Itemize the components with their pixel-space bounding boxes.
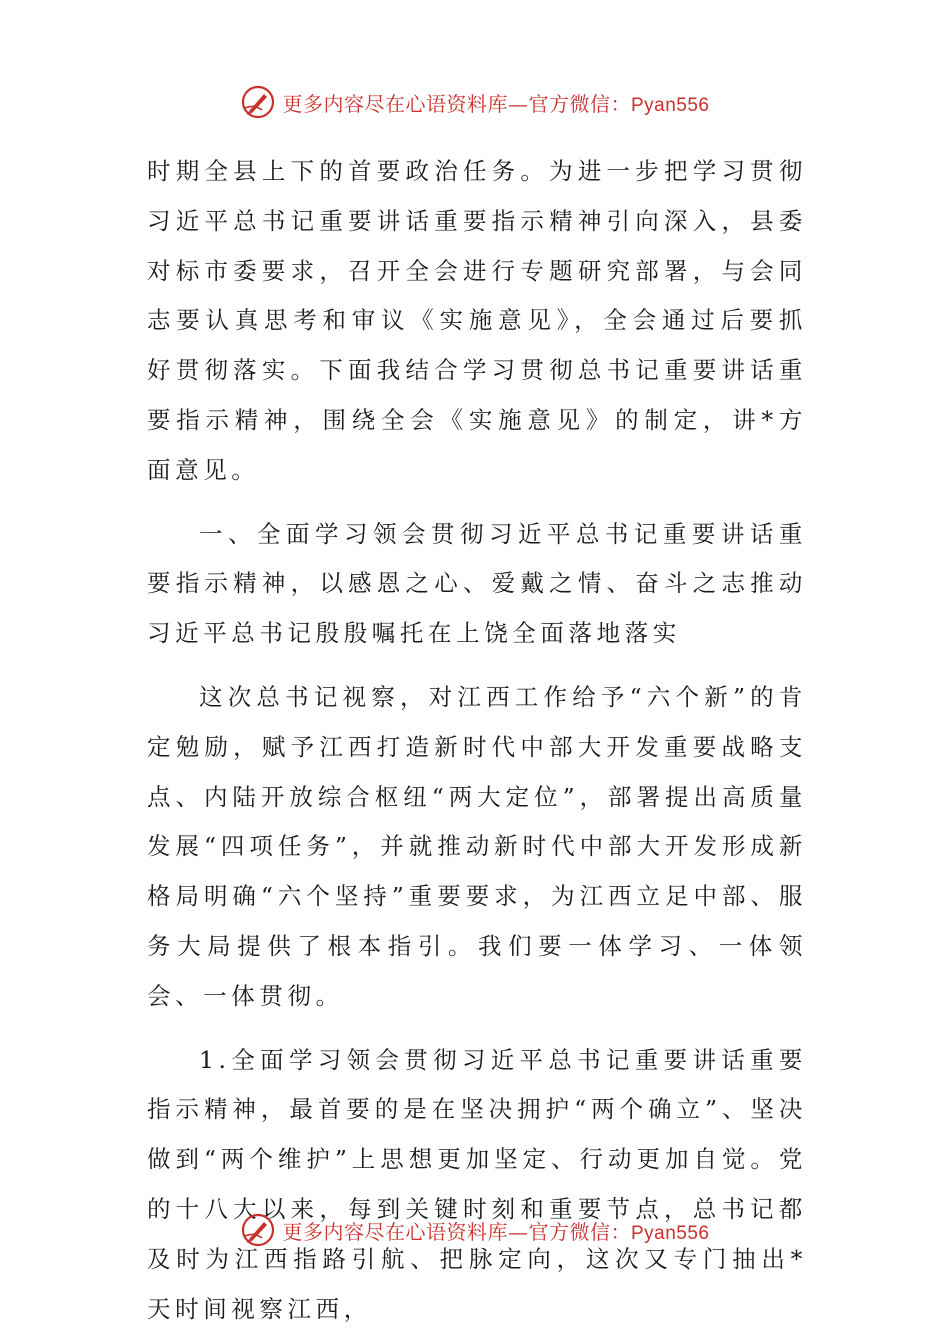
document-body xyxy=(147,147,807,1334)
section-heading-1: 一、全面学习领会贯彻习近平总书记重要讲话重要指示精神，以感恩之心、爱戴之情、奋斗之志推动习近平总书记殷殷嘱托在上饶全面落地落实 xyxy=(147,519,807,648)
watermark-text: 更多内容尽在心语资料库—官方微信：Pyan556 xyxy=(282,91,710,116)
paragraph-inspection: 这次总书记视察，对江西工作给予“六个新”的肯定勉励，赋予江西打造新时代中部大开发重要战略支点、内陆开放综合枢纽“两大定位”，部署提出高质量发展“四项任务”，并就推动新时代中部大开发形成新格局明确“六个坚持”重要要求，为江西立足中部、服务大局提供了根本指引。我们要一体学习、一体领会、一体贯彻。 xyxy=(147,682,807,1010)
pen-logo-icon xyxy=(240,84,276,120)
watermark-banner-top xyxy=(0,82,950,122)
paragraph-intro: 时期全县上下的首要政治任务。为进一步把学习贯彻习近平总书记重要讲话重要指示精神引向深入，县委对标市委要求，召开全会进行专题研究部署，与会同志要认真思考和审议《实施意见》，全会通过后要抓好贯彻落实。下面我结合学习贯彻总书记重要讲话重要指示精神，围绕全会《实施意见》的制定，讲*方面意见。 xyxy=(147,157,807,484)
pen-logo-icon xyxy=(240,1212,276,1248)
watermark-text: 更多内容尽在心语资料库—官方微信：Pyan556 xyxy=(282,1219,710,1244)
watermark-banner-bottom xyxy=(0,1210,950,1250)
paragraph-point-1: 1.全面学习领会贯彻习近平总书记重要讲话重要指示精神，最首要的是在坚决拥护“两个确立”、坚决做到“两个维护”上思想更加坚定、行动更加自觉。党的十八大以来，每到关键时刻和重要节点，总书记都及时为江西指路引航、把脉定向，这次又专门抽出*天时间视察江西， xyxy=(147,1045,807,1323)
